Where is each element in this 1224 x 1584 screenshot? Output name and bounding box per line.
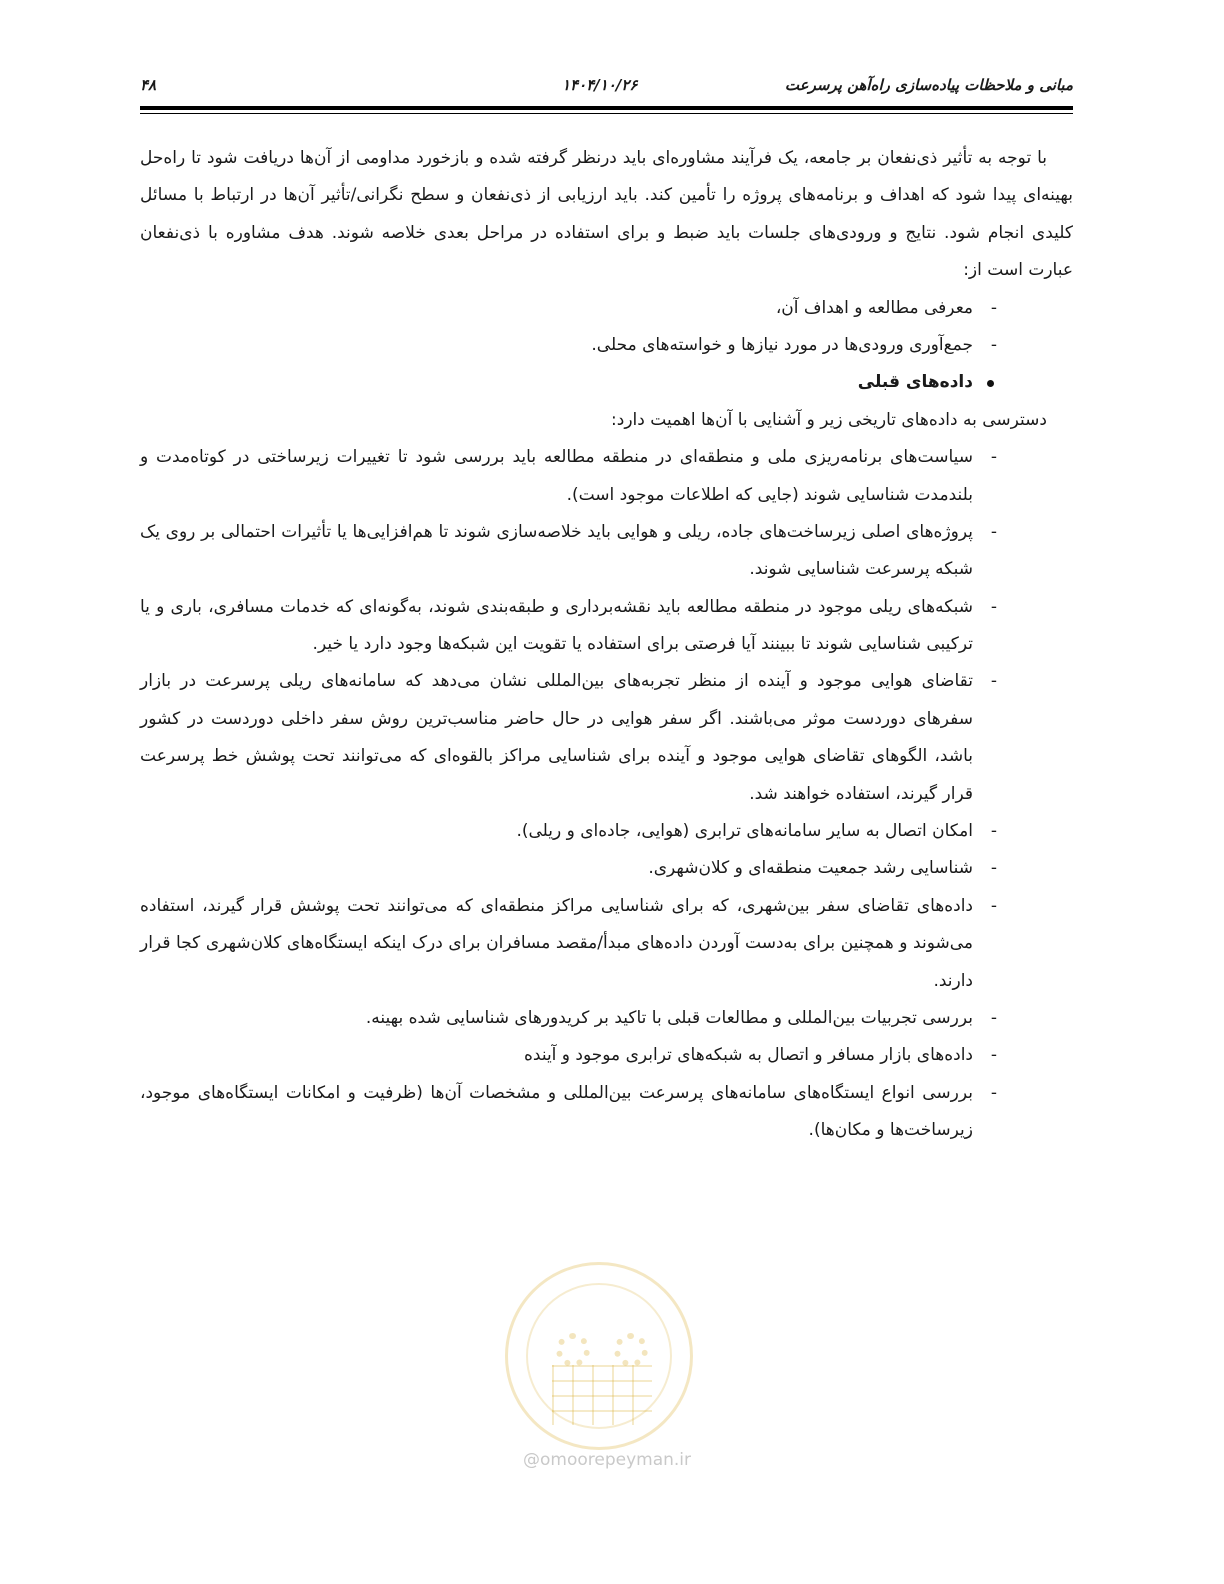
list-item: - امکان اتصال به سایر سامانه‌های ترابری (هوایی، جاده‌ای و ریلی). xyxy=(140,813,1073,850)
consultation-goals-list xyxy=(140,290,1073,365)
watermark-logo xyxy=(505,1262,693,1450)
intro-paragraph: با توجه به تأثیر ذی‌نفعان بر جامعه، یک فرآیند مشاوره‌ای باید درنظر گرفته شده و بازخورد مداومی از آن‌ها دریافت شود تا راه‌حل بهینه‌ای پیدا شود که اهداف و برنامه‌های پروژه را تأمین کند. باید ارزیابی از ذی‌نفعان و سطح نگرانی/تأثیر آن‌ها در ارتباط با مسائل کلیدی انجام شود. نتایج و ورودی‌های جلسات باید ضبط و برای استفاده در مراحل بعدی خلاصه شوند. هدف مشاوره با ذی‌نفعان عبارت است از: xyxy=(140,148,1073,281)
section-intro: دسترسی به داده‌های تاریخی زیر و آشنایی با آن‌ها اهمیت دارد: xyxy=(611,409,1047,430)
watermark-grid-icon xyxy=(552,1365,652,1425)
header-title: مبانی و ملاحظات پیاده‌سازی راه‌آهن پرسرعت xyxy=(784,76,1073,94)
header-date: ۱۴۰۴/۱۰/۲۶ xyxy=(562,76,638,94)
gear-icon xyxy=(556,1333,590,1367)
list-item: - تقاضای هوایی موجود و آینده از منظر تجربه‌های بین‌المللی نشان می‌دهد که سامانه‌های ریلی پرسرعت در بازار سفرهای دوردست موثر می‌باشند. اگر سفر هوایی در حال حاضر مناسب‌ترین روش سفر داخلی دوردست در کشور باشد، الگوهای تقاضای هوایی موجود و آینده برای شناسایی مراکز بالقوه‌ای که می‌توانند تحت پوشش خط پرسرعت قرار گیرند، استفاده خواهند شد. xyxy=(140,663,1073,813)
list-item: - پروژه‌های اصلی زیرساخت‌های جاده، ریلی و هوایی باید خلاصه‌سازی شوند تا هم‌افزایی‌ها یا تأثیرات احتمالی بر روی یک شبکه پرسرعت شناسایی شوند. xyxy=(140,514,1073,589)
watermark-url: @omoorepeyman.ir xyxy=(522,1450,692,1470)
header-rule-thin xyxy=(140,113,1073,114)
list-item: - بررسی انواع ایستگاه‌های سامانه‌های پرسرعت بین‌المللی و مشخصات آن‌ها (ظرفیت و امکانات ایستگاه‌های موجود، زیرساخت‌ها و مکان‌ها). xyxy=(140,1075,1073,1150)
section-heading: داده‌های قبلی xyxy=(140,364,1073,401)
list-item: - داده‌های تقاضای سفر بین‌شهری، که برای شناسایی مراکز منطقه‌ای که می‌توانند تحت پوشش قرار گیرند، استفاده می‌شوند و همچنین برای به‌دست آوردن داده‌های مبدأ/مقصد مسافران برای درک اینکه ایستگاه‌های کلان‌شهری کجا قرار دارند. xyxy=(140,888,1073,1000)
header-rule-thick xyxy=(140,106,1073,110)
list-item: - داده‌های بازار مسافر و اتصال به شبکه‌های ترابری موجود و آینده xyxy=(140,1037,1073,1074)
list-item: - شناسایی رشد جمعیت منطقه‌ای و کلان‌شهری. xyxy=(140,850,1073,887)
list-item: - سیاست‌های برنامه‌ریزی ملی و منطقه‌ای در منطقه مطالعه باید بررسی شود تا تغییرات زیرساختی در کوتاه‌مدت و بلندمدت شناسایی شوند (جایی که اطلاعات موجود است). xyxy=(140,439,1073,514)
list-item: - معرفی مطالعه و اهداف آن، xyxy=(140,290,1073,327)
list-item: - جمع‌آوری ورودی‌ها در مورد نیازها و خواسته‌های محلی. xyxy=(140,327,1073,364)
data-items-list xyxy=(140,439,1073,1149)
page-number: ۴۸ xyxy=(140,76,157,94)
page-body xyxy=(140,140,1073,1150)
page-header xyxy=(140,70,1073,106)
gear-icon xyxy=(614,1333,648,1367)
list-item: - شبکه‌های ریلی موجود در منطقه مطالعه باید نقشه‌برداری و طبقه‌بندی شوند، به‌گونه‌ای که خدمات مسافری، باری و یا ترکیبی شناسایی شوند تا ببینند آیا فرصتی برای استفاده یا تقویت این شبکه‌ها وجود دارد یا خیر. xyxy=(140,589,1073,664)
list-item: - بررسی تجربیات بین‌المللی و مطالعات قبلی با تاکید بر کریدورهای شناسایی شده بهینه. xyxy=(140,1000,1073,1037)
